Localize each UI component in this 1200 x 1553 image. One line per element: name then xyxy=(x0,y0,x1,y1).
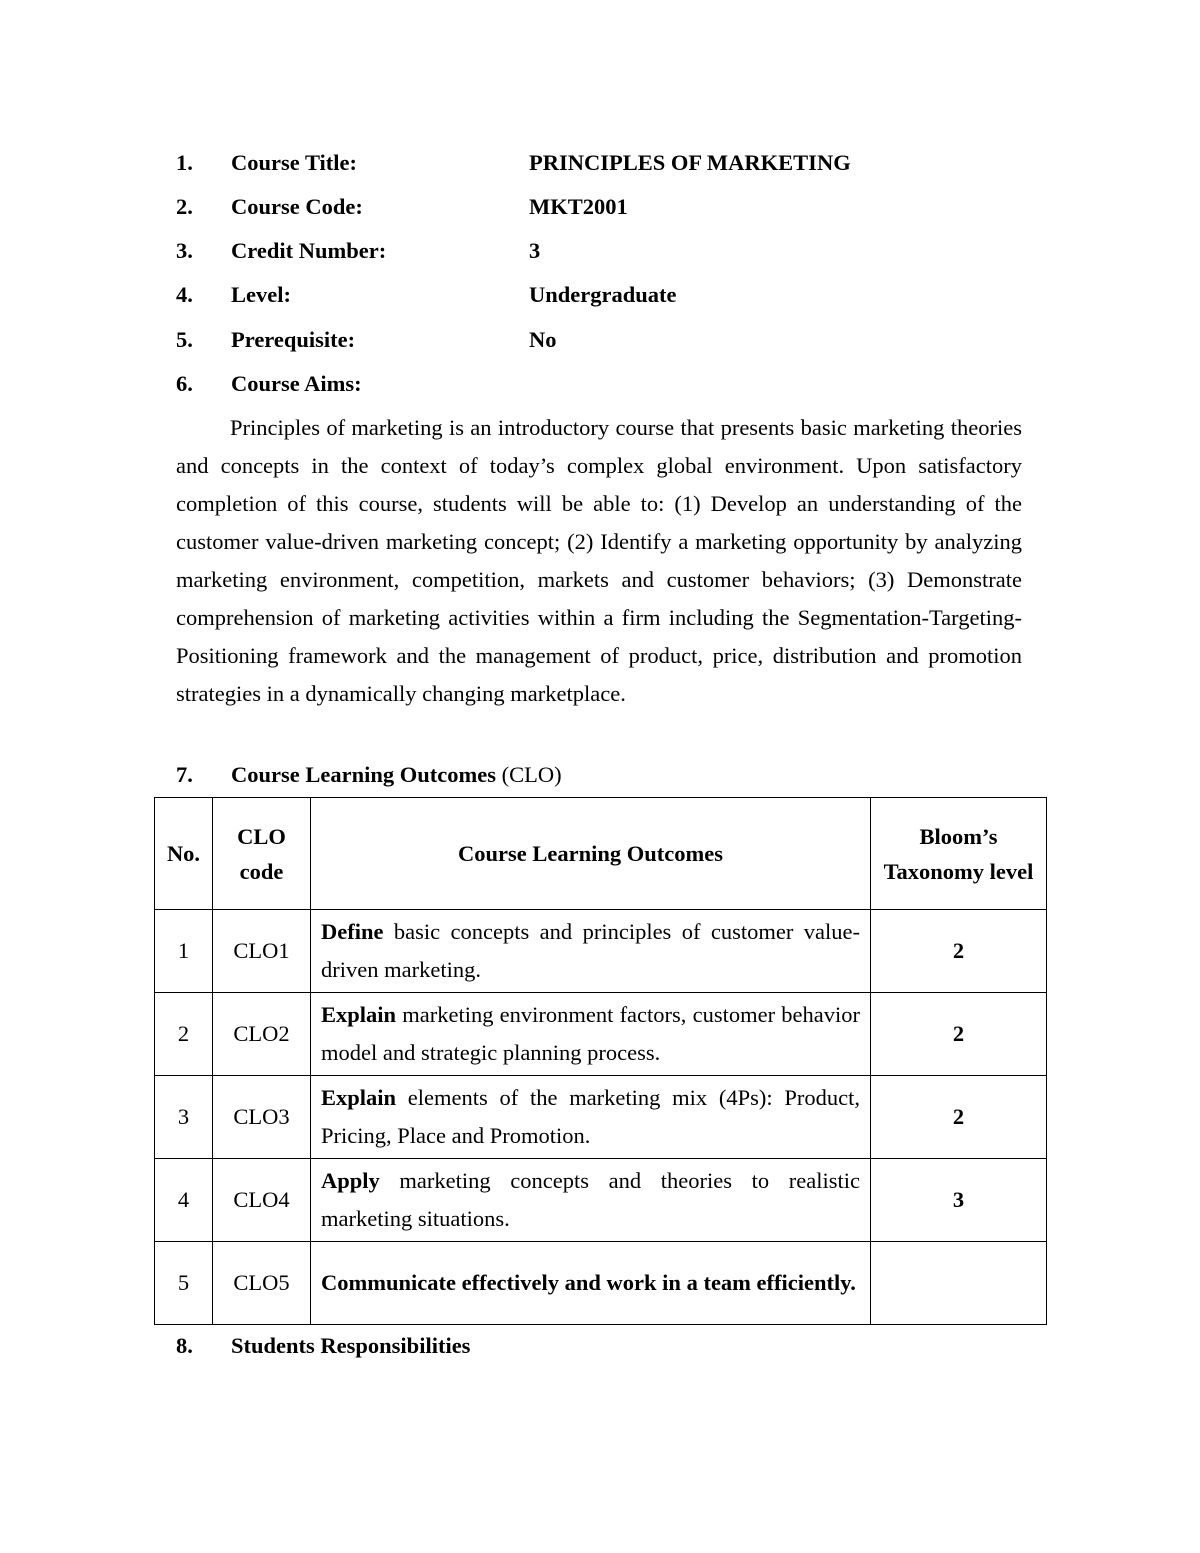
row-outcome xyxy=(311,993,871,1076)
item-number: 5. xyxy=(176,327,193,352)
item-number: 3. xyxy=(176,238,193,263)
outcome-text: basic concepts and principles of customer value-driven marketing. xyxy=(321,919,860,982)
row-bloom-level: 3 xyxy=(871,1159,1047,1242)
outcome-text: marketing environment factors, customer behavior model and strategic planning process. xyxy=(321,1002,860,1065)
item-number: 6. xyxy=(176,371,193,396)
section-title-text: Course Learning Outcomes xyxy=(231,762,496,787)
course-aims-label: Course Aims: xyxy=(231,371,362,396)
section-number: 7. xyxy=(176,762,193,787)
header-no: No. xyxy=(155,798,213,910)
table-row xyxy=(155,1242,1047,1325)
row-clo-code: CLO3 xyxy=(213,1076,311,1159)
table-row xyxy=(155,1159,1047,1242)
course-title-label: Course Title: xyxy=(231,150,358,175)
prerequisite-value: No xyxy=(529,327,557,352)
outcome-text: Communicate effectively and work in a team efficiently. xyxy=(321,1270,856,1295)
row-no: 5 xyxy=(155,1242,213,1325)
row-clo-code: CLO5 xyxy=(213,1242,311,1325)
row-bloom-level: 2 xyxy=(871,993,1047,1076)
row-clo-code: CLO4 xyxy=(213,1159,311,1242)
outcome-verb: Explain xyxy=(321,1085,397,1110)
row-no: 4 xyxy=(155,1159,213,1242)
course-title-value: PRINCIPLES OF MARKETING xyxy=(529,150,851,175)
outcome-verb: Define xyxy=(321,919,384,944)
clo-table xyxy=(154,797,1047,1325)
header-outcomes: Course Learning Outcomes xyxy=(311,798,871,910)
table-row xyxy=(155,993,1047,1076)
row-outcome xyxy=(311,910,871,993)
row-no: 2 xyxy=(155,993,213,1076)
row-no: 1 xyxy=(155,910,213,993)
row-outcome xyxy=(311,1242,871,1325)
header-clo-code: CLO code xyxy=(213,798,311,910)
item-number: 2. xyxy=(176,194,193,219)
table-row xyxy=(155,1076,1047,1159)
outcome-verb: Apply xyxy=(321,1168,380,1193)
course-aims-paragraph: Principles of marketing is an introductory course that presents basic marketing theories and concepts in the context of today’s complex global environment. Upon satisfactory completion of this course, students will be able to: (1) Develop an understanding of the customer value-driven marketing concept; (2) Identify a marketing opportunity by analyzing marketing environment, competition, markets and customer behaviors; (3) Demonstrate comprehension of marketing activities within a firm including the Segmentation-Targeting-Positioning framework and the management of product, price, distribution and promotion strategies in a dynamically changing marketplace. xyxy=(176,415,1022,706)
row-bloom-level: 2 xyxy=(871,1076,1047,1159)
section-number: 8. xyxy=(176,1333,193,1358)
level-value: Undergraduate xyxy=(529,282,677,307)
credit-number-value: 3 xyxy=(529,238,541,263)
row-no: 3 xyxy=(155,1076,213,1159)
row-bloom-level: 2 xyxy=(871,910,1047,993)
row-bloom-level xyxy=(871,1242,1047,1325)
course-code-value: MKT2001 xyxy=(529,194,628,219)
level-label: Level: xyxy=(231,282,291,307)
section-title: Students Responsibilities xyxy=(231,1333,471,1358)
row-outcome xyxy=(311,1076,871,1159)
row-clo-code: CLO2 xyxy=(213,993,311,1076)
outcome-verb: Explain xyxy=(321,1002,397,1027)
item-number: 4. xyxy=(176,282,193,307)
course-code-label: Course Code: xyxy=(231,194,363,219)
outcome-text: elements of the marketing mix (4Ps): Product, Pricing, Place and Promotion. xyxy=(321,1085,860,1148)
prerequisite-label: Prerequisite: xyxy=(231,327,356,352)
outcome-text: marketing concepts and theories to realistic marketing situations. xyxy=(321,1168,860,1231)
section-title-suffix: (CLO) xyxy=(501,762,562,787)
credit-number-label: Credit Number: xyxy=(231,238,387,263)
item-number: 1. xyxy=(176,150,193,175)
section-title xyxy=(231,760,562,790)
header-bloom-level: Bloom’s Taxonomy level xyxy=(871,798,1047,910)
row-clo-code: CLO1 xyxy=(213,910,311,993)
row-outcome xyxy=(311,1159,871,1242)
table-header-row xyxy=(155,798,1047,910)
table-row xyxy=(155,910,1047,993)
